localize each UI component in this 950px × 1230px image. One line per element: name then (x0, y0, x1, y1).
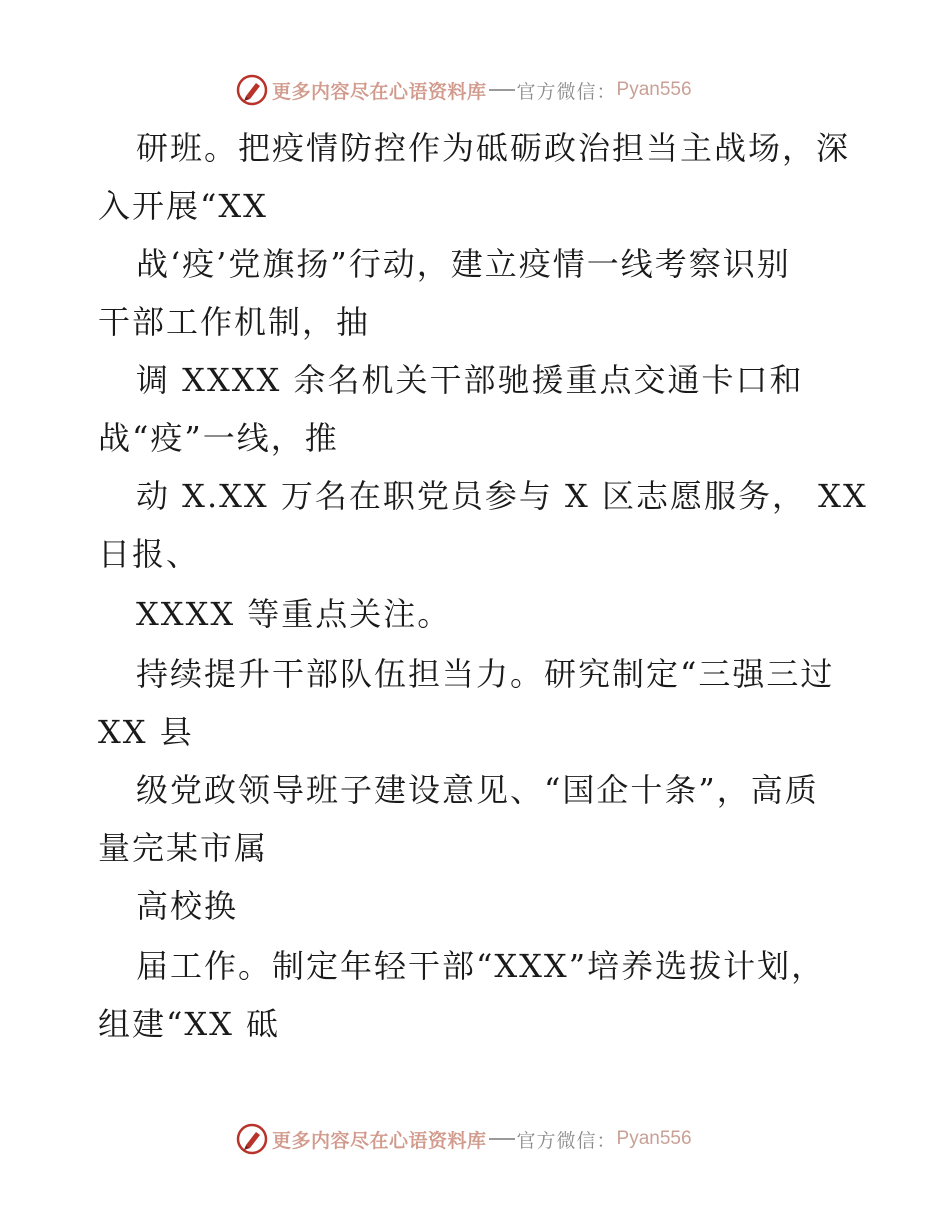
text-line: 战‘疫’党旗扬”行动，建立疫情一线考察识别 (136, 245, 791, 283)
text-line: 日报、 (98, 535, 201, 573)
text-line: XX 县 (98, 713, 194, 751)
text-line: 调 XXXX 余名机关干部驰援重点交通卡口和 (136, 361, 804, 399)
text-line: 入开展“XX (98, 187, 268, 225)
text-line: 动 X.XX 万名在职党员参与 X 区志愿服务， XX (136, 477, 868, 515)
text-line: 级党政领导班子建设意见、“国企十条”，高质 (136, 771, 819, 809)
text-line: 组建“XX 砥 (98, 1005, 281, 1043)
watermark-id: Pyan556 (616, 1128, 692, 1149)
watermark-id: Pyan556 (616, 79, 692, 100)
text-line: 研班。把疫情防控作为砥砺政治担当主战场，深 (136, 129, 851, 167)
text-line: 战“疫”一线，推 (98, 419, 339, 457)
watermark-label: 官方微信： (516, 80, 617, 103)
text-line: XXXX 等重点关注。 (136, 595, 452, 633)
watermark-brand: 更多内容尽在心语资料库 (272, 80, 487, 103)
watermark-dash (489, 1138, 515, 1140)
watermark-label: 官方微信： (516, 1129, 617, 1152)
pen-logo-icon (236, 1123, 268, 1155)
text-line: 量完某市属 (98, 829, 269, 867)
footer-watermark (236, 1122, 692, 1156)
pen-logo-icon (236, 74, 268, 106)
text-line: 持续提升干部队伍担当力。研究制定“三强三过 (136, 655, 835, 693)
header-watermark (236, 73, 692, 107)
watermark-brand: 更多内容尽在心语资料库 (272, 1129, 487, 1152)
text-line: 干部工作机制，抽 (98, 303, 371, 341)
text-line: 高校换 (136, 887, 239, 925)
watermark-dash (489, 89, 515, 91)
text-line: 届工作。制定年轻干部“XXX”培养选拔计划， (136, 947, 826, 985)
